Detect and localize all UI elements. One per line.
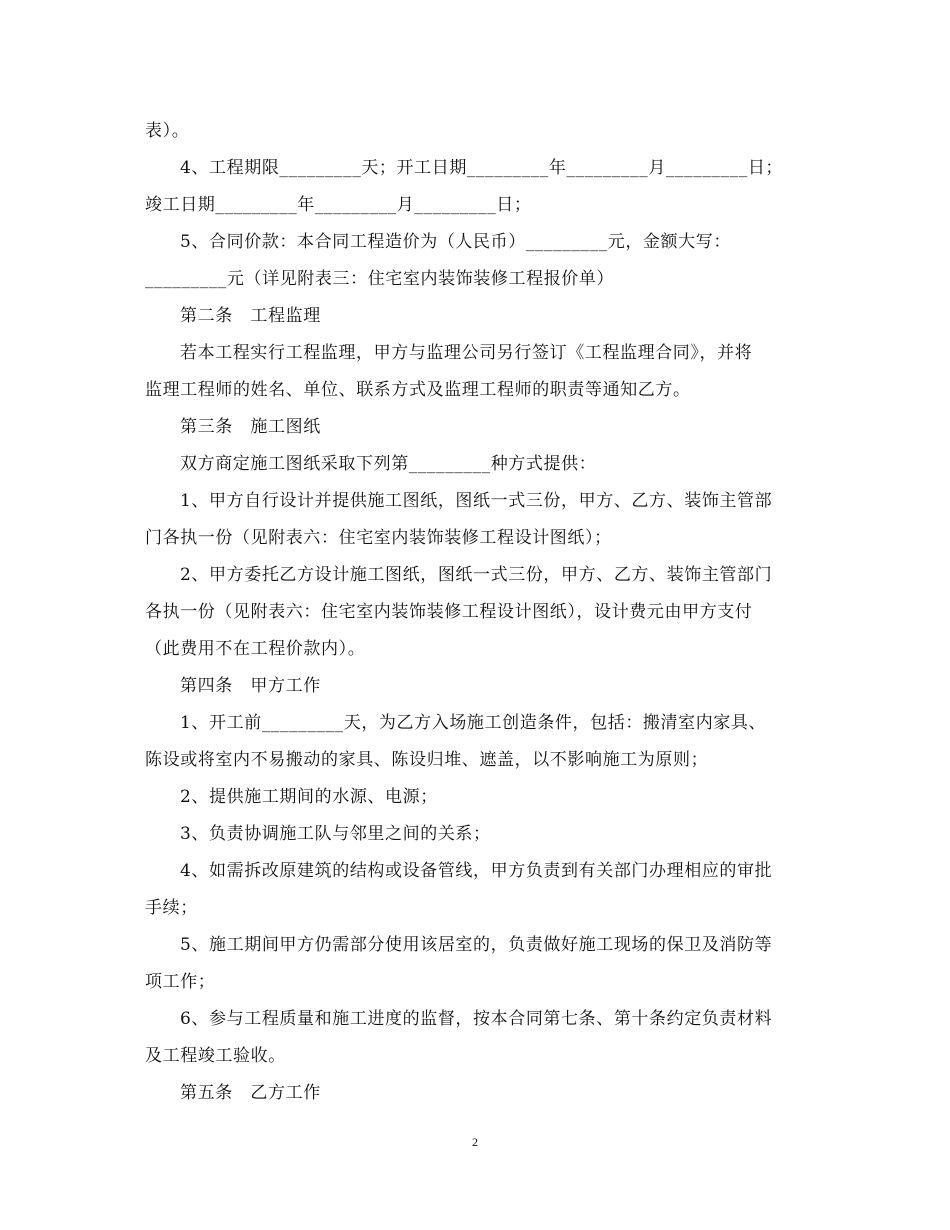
text-line: 4、工程期限_________天；开工日期_________年_________月_________日； xyxy=(180,158,784,178)
text-line: 陈设或将室内不易搬动的家具、陈设归堆、遮盖，以不影响施工为原则； xyxy=(145,750,709,770)
text-line: 1、开工前_________天，为乙方入场施工创造条件，包括：搬清室内家具、 xyxy=(180,713,767,733)
text-line: 及工程竣工验收。 xyxy=(145,1046,286,1066)
text-line: 5、施工期间甲方仍需部分使用该居室的，负责做好施工现场的保卫及消防等 xyxy=(180,935,773,955)
text-line: 表）。 xyxy=(145,121,190,141)
text-line: （此费用不在工程价款内）。 xyxy=(145,639,366,659)
page-number: 2 xyxy=(472,1135,478,1149)
text-line: 4、如需拆改原建筑的结构或设备管线，甲方负责到有关部门办理相应的审批 xyxy=(180,861,773,881)
text-line: 若本工程实行工程监理，甲方与监理公司另行签订《工程监理合同》，并将 xyxy=(180,343,753,363)
text-line: 5、合同价款：本合同工程造价为（人民币）_________元，金额大写： xyxy=(180,232,731,252)
section-heading: 第四条 甲方工作 xyxy=(180,676,321,696)
section-heading: 第五条 乙方工作 xyxy=(180,1083,321,1103)
text-line: 手续； xyxy=(145,898,198,918)
text-line: 6、参与工程质量和施工进度的监督，按本合同第七条、第十条约定负责材料 xyxy=(180,1009,773,1029)
text-line: _________元（详见附表三：住宅室内装饰装修工程报价单） xyxy=(145,269,615,289)
text-line: 双方商定施工图纸采取下列第_________种方式提供： xyxy=(180,454,597,474)
section-heading: 第二条 工程监理 xyxy=(180,306,321,326)
text-line: 项工作； xyxy=(145,972,216,992)
text-line: 3、负责协调施工队与邻里之间的关系； xyxy=(180,824,491,844)
text-line: 门各执一份（见附表六：住宅室内装饰装修工程设计图纸）； xyxy=(145,528,612,548)
text-line: 监理工程师的姓名、单位、联系方式及监理工程师的职责等通知乙方。 xyxy=(145,380,691,400)
text-line: 2、甲方委托乙方设计施工图纸，图纸一式三份，甲方、乙方、装饰主管部门 xyxy=(180,565,773,585)
text-line: 竣工日期_________年_________月_________日； xyxy=(145,195,532,215)
section-heading: 第三条 施工图纸 xyxy=(180,417,321,437)
text-line: 1、甲方自行设计并提供施工图纸，图纸一式三份，甲方、乙方、装饰主管部 xyxy=(180,491,773,511)
text-line: 2、提供施工期间的水源、电源； xyxy=(180,787,438,807)
text-line: 各执一份（见附表六：住宅室内装饰装修工程设计图纸），设计费元由甲方支付 xyxy=(145,602,753,622)
